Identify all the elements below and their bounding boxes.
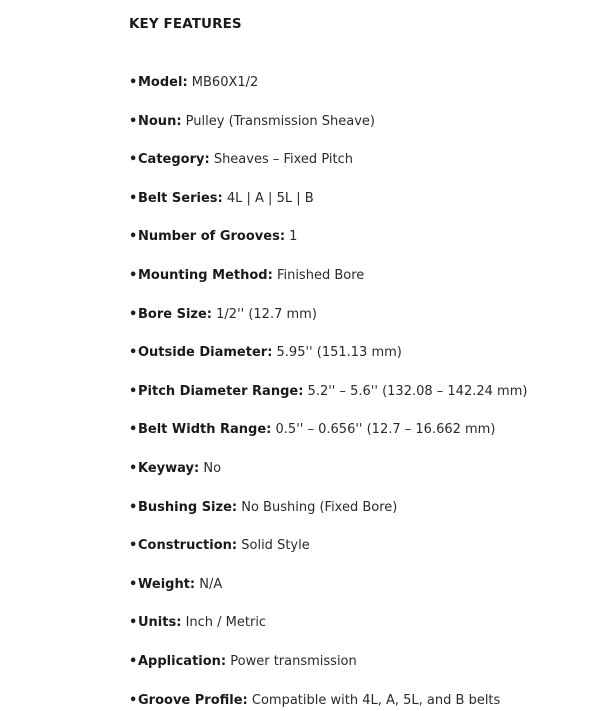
feature-value: 1/2'' (12.7 mm) — [216, 307, 317, 322]
feature-item — [129, 652, 357, 672]
feature-label: Keyway: — [138, 461, 200, 476]
feature-value: 0.5'' – 0.656'' (12.7 – 16.662 mm) — [275, 422, 496, 437]
feature-value: Sheaves – Fixed Pitch — [213, 152, 353, 167]
bullet-icon: • — [129, 384, 138, 399]
feature-value: Inch / Metric — [185, 615, 267, 630]
feature-item — [129, 227, 297, 247]
feature-item — [129, 575, 222, 595]
feature-label: Outside Diameter: — [138, 345, 273, 360]
feature-item — [129, 150, 353, 170]
bullet-icon: • — [129, 307, 138, 322]
feature-item — [129, 189, 314, 209]
feature-value: No — [203, 461, 222, 476]
feature-item — [129, 382, 527, 402]
bullet-icon: • — [129, 500, 138, 515]
feature-value: 5.95'' (151.13 mm) — [276, 345, 402, 360]
key-features-section — [129, 14, 599, 708]
feature-item — [129, 498, 397, 518]
bullet-icon: • — [129, 654, 138, 669]
feature-item — [129, 305, 317, 325]
feature-item — [129, 112, 375, 132]
feature-item — [129, 691, 500, 711]
feature-value: 4L | A | 5L | B — [226, 191, 314, 206]
bullet-icon: • — [129, 229, 138, 244]
feature-value: Finished Bore — [276, 268, 365, 283]
feature-item — [129, 420, 495, 440]
bullet-icon: • — [129, 268, 138, 283]
bullet-icon: • — [129, 461, 138, 476]
feature-item — [129, 613, 266, 633]
feature-item — [129, 536, 310, 556]
feature-label: Construction: — [138, 538, 238, 553]
bullet-icon: • — [129, 191, 138, 206]
feature-label: Bore Size: — [138, 307, 212, 322]
feature-value: 1 — [289, 229, 298, 244]
feature-value: 5.2'' – 5.6'' (132.08 – 142.24 mm) — [307, 384, 528, 399]
bullet-icon: • — [129, 577, 138, 592]
feature-item — [129, 266, 364, 286]
feature-label: Belt Width Range: — [138, 422, 272, 437]
feature-label: Category: — [138, 152, 210, 167]
feature-value: MB60X1/2 — [191, 75, 259, 90]
feature-label: Number of Grooves: — [138, 229, 286, 244]
feature-label: Mounting Method: — [138, 268, 273, 283]
bullet-icon: • — [129, 693, 138, 708]
feature-value: N/A — [199, 577, 223, 592]
bullet-icon: • — [129, 615, 138, 630]
feature-value: Solid Style — [241, 538, 310, 553]
bullet-icon: • — [129, 422, 138, 437]
feature-item — [129, 343, 402, 363]
feature-label: Bushing Size: — [138, 500, 238, 515]
feature-item — [129, 459, 221, 479]
feature-label: Units: — [138, 615, 182, 630]
bullet-icon: • — [129, 114, 138, 129]
feature-label: Noun: — [138, 114, 182, 129]
feature-label: Groove Profile: — [138, 693, 248, 708]
bullet-icon: • — [129, 152, 138, 167]
feature-label: Belt Series: — [138, 191, 223, 206]
bullet-icon: • — [129, 538, 138, 553]
feature-label: Weight: — [138, 577, 196, 592]
section-title: KEY FEATURES — [129, 16, 242, 32]
feature-label: Application: — [138, 654, 227, 669]
feature-item — [129, 73, 258, 93]
feature-value: Power transmission — [230, 654, 357, 669]
feature-label: Pitch Diameter Range: — [138, 384, 304, 399]
bullet-icon: • — [129, 345, 138, 360]
feature-value: No Bushing (Fixed Bore) — [241, 500, 398, 515]
feature-label: Model: — [138, 75, 188, 90]
feature-value: Compatible with 4L, A, 5L, and B belts — [251, 693, 501, 708]
bullet-icon: • — [129, 75, 138, 90]
feature-value: Pulley (Transmission Sheave) — [185, 114, 375, 129]
